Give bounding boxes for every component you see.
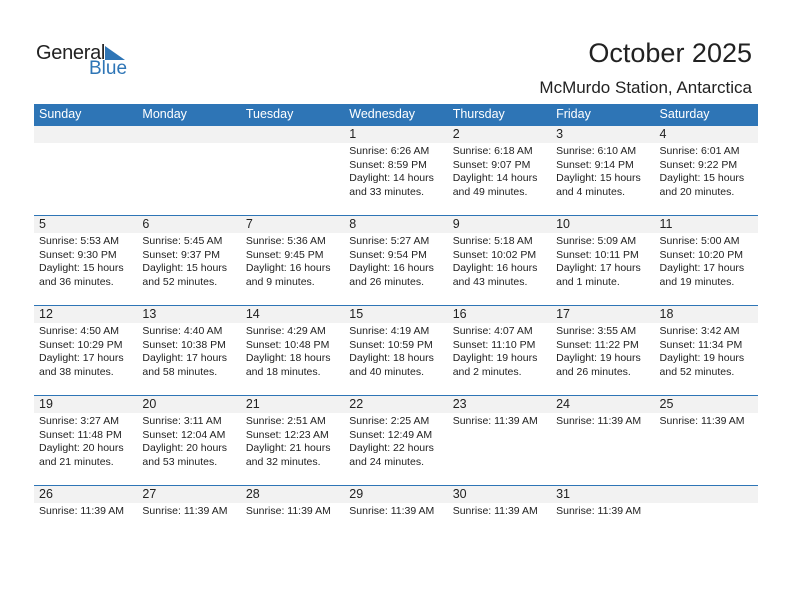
day-info-line: and 9 minutes. bbox=[245, 275, 315, 288]
location-subtitle: McMurdo Station, Antarctica bbox=[539, 78, 752, 97]
day-number: 23 bbox=[452, 397, 467, 411]
day-info-line: Daylight: 19 hours bbox=[556, 352, 641, 364]
day-info-line: Sunrise: 11:39 AM bbox=[556, 505, 642, 517]
day-info-line: Sunset: 10:20 PM bbox=[659, 248, 743, 261]
day-number-band bbox=[448, 396, 551, 413]
day-info-line: Sunrise: 2:25 AM bbox=[349, 415, 430, 427]
day-info-line: Sunrise: 4:40 AM bbox=[142, 325, 223, 337]
day-cell bbox=[655, 486, 758, 575]
day-info-line: Sunset: 12:23 AM bbox=[245, 428, 329, 441]
day-info-line: Sunrise: 11:39 AM bbox=[142, 505, 228, 517]
day-cell bbox=[551, 306, 654, 395]
day-number-band bbox=[448, 216, 551, 233]
day-number: 8 bbox=[349, 217, 357, 231]
day-cell bbox=[34, 396, 137, 485]
day-info-line: Sunrise: 11:39 AM bbox=[659, 415, 745, 427]
day-info-line: Daylight: 17 hours bbox=[659, 262, 745, 274]
page-title: October 2025 bbox=[588, 38, 752, 68]
day-info-line: and 32 minutes. bbox=[245, 455, 321, 468]
day-number-band bbox=[448, 486, 551, 503]
day-info-line: Sunrise: 4:50 AM bbox=[39, 325, 119, 337]
day-info-line: Daylight: 16 hours bbox=[245, 262, 331, 274]
day-info-line: and 58 minutes. bbox=[142, 365, 218, 378]
weekday-header-saturday: Saturday bbox=[659, 107, 710, 121]
day-number-band bbox=[241, 486, 344, 503]
day-info-line: Daylight: 18 hours bbox=[349, 352, 434, 364]
weekday-header-thursday: Thursday bbox=[452, 107, 505, 121]
day-number-band bbox=[655, 216, 758, 233]
day-cell bbox=[344, 306, 447, 395]
day-number: 2 bbox=[452, 127, 460, 141]
day-number-band bbox=[344, 306, 447, 323]
day-info-line: Daylight: 16 hours bbox=[452, 262, 538, 274]
day-number-band bbox=[344, 216, 447, 233]
day-info-line: Daylight: 20 hours bbox=[39, 442, 124, 454]
day-info-line: Sunset: 10:29 PM bbox=[39, 338, 123, 351]
day-info-line: Sunrise: 4:07 AM bbox=[452, 325, 533, 337]
day-cell bbox=[344, 486, 447, 575]
day-info-line: Sunrise: 6:01 AM bbox=[659, 145, 740, 157]
day-info-line: Sunrise: 6:18 AM bbox=[452, 145, 533, 157]
day-number: 1 bbox=[349, 127, 357, 141]
day-info-line: Sunset: 12:49 AM bbox=[349, 428, 433, 441]
day-number: 26 bbox=[39, 487, 53, 501]
day-info-line: Daylight: 21 hours bbox=[245, 442, 331, 454]
day-info-line: Daylight: 14 hours bbox=[452, 172, 538, 184]
weekday-header-tuesday: Tuesday bbox=[245, 107, 294, 121]
day-cell bbox=[551, 216, 654, 305]
day-number: 29 bbox=[349, 487, 364, 501]
day-number-band bbox=[551, 306, 654, 323]
day-info-line: Daylight: 20 hours bbox=[142, 442, 228, 454]
day-number-band bbox=[241, 396, 344, 413]
day-number: 15 bbox=[349, 307, 364, 321]
day-info-line: Sunrise: 6:10 AM bbox=[556, 145, 637, 157]
day-number-band bbox=[34, 306, 137, 323]
day-number-band bbox=[34, 486, 137, 503]
day-cell bbox=[241, 126, 344, 215]
weekday-header-wednesday: Wednesday bbox=[349, 107, 416, 121]
weekday-header-sunday: Sunday bbox=[39, 107, 82, 121]
day-info-line: Daylight: 22 hours bbox=[349, 442, 434, 454]
day-info-line: Daylight: 15 hours bbox=[659, 172, 745, 184]
day-number-band bbox=[655, 126, 758, 143]
day-info-line: Daylight: 17 hours bbox=[39, 352, 124, 364]
day-info-line: Sunrise: 4:29 AM bbox=[245, 325, 326, 337]
day-info-line: Sunset: 9:54 PM bbox=[349, 248, 427, 261]
day-info-line: Daylight: 19 hours bbox=[659, 352, 745, 364]
day-number: 9 bbox=[452, 217, 460, 231]
day-info-line: Sunset: 9:45 PM bbox=[245, 248, 324, 261]
day-info-line: Daylight: 15 hours bbox=[556, 172, 641, 184]
day-cell bbox=[241, 306, 344, 395]
day-cell bbox=[448, 396, 551, 485]
day-info-line: and 26 minutes. bbox=[349, 275, 424, 288]
week-row bbox=[34, 125, 758, 215]
day-number: 13 bbox=[142, 307, 157, 321]
day-number: 25 bbox=[659, 397, 674, 411]
day-number: 22 bbox=[349, 397, 364, 411]
day-info-line: Sunset: 10:38 PM bbox=[142, 338, 226, 351]
day-info-line: Sunrise: 5:09 AM bbox=[556, 235, 637, 247]
day-number: 12 bbox=[39, 307, 53, 321]
day-info-line: and 4 minutes. bbox=[556, 185, 625, 198]
day-number-band bbox=[241, 216, 344, 233]
day-info-line: Daylight: 14 hours bbox=[349, 172, 434, 184]
day-info-line: Sunrise: 5:45 AM bbox=[142, 235, 223, 247]
day-number-band bbox=[448, 126, 551, 143]
day-cell bbox=[448, 216, 551, 305]
day-info-line: and 2 minutes. bbox=[452, 365, 522, 378]
day-cell bbox=[448, 126, 551, 215]
day-cell bbox=[34, 486, 137, 575]
day-info-line: Sunrise: 3:55 AM bbox=[556, 325, 637, 337]
day-info-line: Sunrise: 5:00 AM bbox=[659, 235, 740, 247]
day-number-band bbox=[34, 216, 137, 233]
day-info-line: Daylight: 17 hours bbox=[142, 352, 228, 364]
day-cell bbox=[655, 216, 758, 305]
day-info-line: Sunset: 11:34 PM bbox=[659, 338, 743, 351]
day-info-line: and 26 minutes. bbox=[556, 365, 631, 378]
calendar bbox=[34, 104, 758, 575]
day-cell bbox=[34, 216, 137, 305]
day-number-band bbox=[655, 486, 758, 503]
day-info-line: Sunrise: 5:53 AM bbox=[39, 235, 119, 247]
day-info-line: Sunrise: 11:39 AM bbox=[452, 415, 538, 427]
day-number: 11 bbox=[659, 217, 673, 231]
day-cell bbox=[344, 216, 447, 305]
day-info-line: Sunrise: 11:39 AM bbox=[452, 505, 538, 517]
week-row bbox=[34, 305, 758, 395]
day-info-line: Sunset: 10:02 PM bbox=[452, 248, 537, 261]
day-number: 5 bbox=[39, 217, 46, 231]
day-number: 6 bbox=[142, 217, 150, 231]
day-cell bbox=[655, 126, 758, 215]
day-number: 19 bbox=[39, 397, 53, 411]
day-number: 24 bbox=[556, 397, 571, 411]
day-number: 18 bbox=[659, 307, 674, 321]
day-cell bbox=[241, 486, 344, 575]
day-cell bbox=[34, 126, 137, 215]
week-row bbox=[34, 215, 758, 305]
day-info-line: Sunset: 11:22 PM bbox=[556, 338, 639, 351]
day-number: 14 bbox=[245, 307, 260, 321]
day-number-band bbox=[551, 396, 654, 413]
calendar-weeks bbox=[34, 125, 758, 575]
day-info-line: Sunrise: 3:27 AM bbox=[39, 415, 119, 427]
day-info-line: Sunset: 9:30 PM bbox=[39, 248, 117, 261]
day-info-line: and 18 minutes. bbox=[245, 365, 321, 378]
day-cell bbox=[137, 486, 240, 575]
day-number: 30 bbox=[452, 487, 467, 501]
day-number-band bbox=[34, 396, 137, 413]
day-cell bbox=[137, 306, 240, 395]
day-number: 4 bbox=[659, 127, 667, 141]
day-number: 10 bbox=[556, 217, 571, 231]
day-number: 7 bbox=[245, 217, 253, 231]
day-info-line: Sunrise: 11:39 AM bbox=[245, 505, 331, 517]
logo-word-general: General bbox=[36, 42, 106, 64]
day-info-line: Sunrise: 3:42 AM bbox=[659, 325, 740, 337]
day-info-line: and 52 minutes. bbox=[659, 365, 735, 378]
day-number-band bbox=[655, 396, 758, 413]
day-number-band bbox=[137, 396, 240, 413]
day-number: 31 bbox=[556, 487, 571, 501]
day-number: 21 bbox=[245, 397, 260, 411]
day-cell bbox=[551, 396, 654, 485]
day-cell bbox=[448, 306, 551, 395]
day-info-line: and 52 minutes. bbox=[142, 275, 218, 288]
weekday-header-monday: Monday bbox=[142, 107, 187, 121]
day-info-line: and 21 minutes. bbox=[39, 455, 114, 468]
day-info-line: Sunrise: 5:36 AM bbox=[245, 235, 326, 247]
day-cell bbox=[241, 396, 344, 485]
day-info-line: Sunset: 10:59 PM bbox=[349, 338, 433, 351]
day-info-line: and 24 minutes. bbox=[349, 455, 424, 468]
day-number: 20 bbox=[142, 397, 157, 411]
day-number: 16 bbox=[452, 307, 467, 321]
day-cell bbox=[655, 396, 758, 485]
day-info-line: Daylight: 15 hours bbox=[142, 262, 228, 274]
day-info-line: Sunset: 9:14 PM bbox=[556, 158, 634, 171]
day-info-line: Sunrise: 4:19 AM bbox=[349, 325, 430, 337]
day-info-line: and 33 minutes. bbox=[349, 185, 424, 198]
day-info-line: Sunrise: 5:27 AM bbox=[349, 235, 430, 247]
day-info-line: Daylight: 19 hours bbox=[452, 352, 538, 364]
day-number-band bbox=[241, 126, 344, 143]
day-info-line: Daylight: 17 hours bbox=[556, 262, 641, 274]
weekday-header-row bbox=[34, 104, 758, 125]
day-info-line: Sunrise: 5:18 AM bbox=[452, 235, 533, 247]
day-info-line: and 40 minutes. bbox=[349, 365, 424, 378]
day-info-line: Sunrise: 11:39 AM bbox=[349, 505, 435, 517]
day-info-line: and 38 minutes. bbox=[39, 365, 114, 378]
day-info-line: Daylight: 16 hours bbox=[349, 262, 434, 274]
day-info-line: Sunset: 9:07 PM bbox=[452, 158, 531, 171]
day-number-band bbox=[551, 126, 654, 143]
day-cell bbox=[137, 126, 240, 215]
day-number-band bbox=[344, 396, 447, 413]
day-info-line: Sunset: 8:59 PM bbox=[349, 158, 427, 171]
day-number-band bbox=[241, 306, 344, 323]
day-info-line: Daylight: 15 hours bbox=[39, 262, 124, 274]
day-info-line: Sunset: 9:22 PM bbox=[659, 158, 738, 171]
day-cell bbox=[344, 396, 447, 485]
week-row bbox=[34, 485, 758, 575]
day-number-band bbox=[137, 216, 240, 233]
brand-logo bbox=[36, 42, 136, 82]
day-cell bbox=[241, 216, 344, 305]
day-cell bbox=[137, 396, 240, 485]
day-number-band bbox=[137, 486, 240, 503]
logo-word-blue: Blue bbox=[89, 58, 128, 79]
day-number-band bbox=[34, 126, 137, 143]
day-info-line: Daylight: 18 hours bbox=[245, 352, 331, 364]
day-cell bbox=[448, 486, 551, 575]
day-number-band bbox=[344, 126, 447, 143]
day-number-band bbox=[344, 486, 447, 503]
day-number-band bbox=[448, 306, 551, 323]
day-number: 17 bbox=[556, 307, 571, 321]
day-info-line: Sunset: 11:10 PM bbox=[452, 338, 536, 351]
day-info-line: Sunrise: 2:51 AM bbox=[245, 415, 326, 427]
day-cell bbox=[137, 216, 240, 305]
day-info-line: and 20 minutes. bbox=[659, 185, 735, 198]
day-info-line: and 49 minutes. bbox=[452, 185, 528, 198]
day-info-line: Sunset: 12:04 AM bbox=[142, 428, 226, 441]
day-info-line: Sunset: 10:11 PM bbox=[556, 248, 639, 261]
day-info-line: and 43 minutes. bbox=[452, 275, 528, 288]
day-number-band bbox=[137, 306, 240, 323]
day-info-line: Sunrise: 6:26 AM bbox=[349, 145, 430, 157]
day-info-line: Sunrise: 11:39 AM bbox=[556, 415, 642, 427]
day-info-line: and 36 minutes. bbox=[39, 275, 114, 288]
week-row bbox=[34, 395, 758, 485]
day-info-line: and 53 minutes. bbox=[142, 455, 218, 468]
day-info-line: and 1 minute. bbox=[556, 275, 620, 288]
day-info-line: and 19 minutes. bbox=[659, 275, 735, 288]
day-cell bbox=[344, 126, 447, 215]
day-number-band bbox=[655, 306, 758, 323]
day-number-band bbox=[551, 486, 654, 503]
day-cell bbox=[551, 126, 654, 215]
weekday-header-friday: Friday bbox=[556, 107, 591, 121]
day-info-line: Sunrise: 11:39 AM bbox=[39, 505, 125, 517]
day-number: 3 bbox=[556, 127, 564, 141]
day-cell bbox=[34, 306, 137, 395]
day-number: 28 bbox=[245, 487, 260, 501]
day-info-line: Sunset: 10:48 PM bbox=[245, 338, 330, 351]
day-number-band bbox=[551, 216, 654, 233]
day-number: 27 bbox=[142, 487, 157, 501]
day-info-line: Sunset: 11:48 PM bbox=[39, 428, 122, 441]
day-info-line: Sunrise: 3:11 AM bbox=[142, 415, 222, 427]
day-number-band bbox=[137, 126, 240, 143]
day-info-line: Sunset: 9:37 PM bbox=[142, 248, 221, 261]
day-cell bbox=[551, 486, 654, 575]
day-cell bbox=[655, 306, 758, 395]
